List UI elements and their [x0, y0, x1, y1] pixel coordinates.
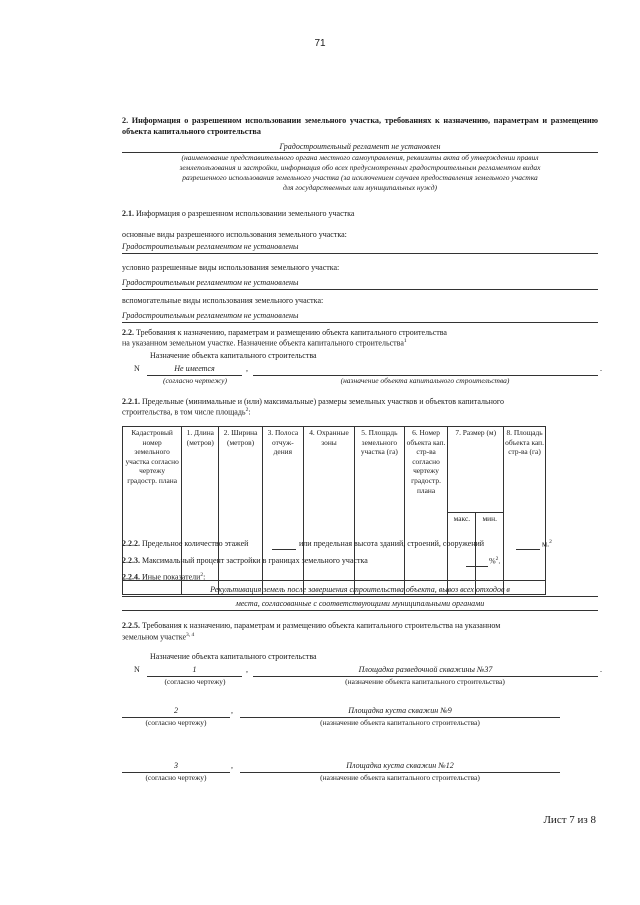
- section-2-2-4: [122, 572, 205, 582]
- section-2-2-line2: [122, 338, 407, 348]
- section-2-1-title: [122, 209, 354, 218]
- col-width: 2. Ширина (метров): [219, 427, 262, 581]
- section-2-2-caption-right: (назначение объекта капитального строительства): [340, 376, 510, 385]
- section-2-2-5-line2: [122, 632, 194, 642]
- section-2-2-1-line2: [122, 407, 251, 417]
- object-1-comma: ,: [246, 665, 248, 674]
- section-2-2-5-text: Требования к назначению, параметрам и размещению объекта капитального строительства на указанном: [142, 621, 501, 630]
- section-2-caption-2: землепользования и застройки, информация обо всех предусмотренных градостроительным регламентом видах: [179, 163, 541, 172]
- col-object-area: 8. Площадь объекта кап. стр-ва (га): [504, 427, 546, 581]
- object-1-number: 1: [192, 665, 197, 674]
- auxiliary-uses-label: вспомогательные виды использования земельного участка:: [122, 296, 324, 305]
- conditional-uses-label: условно разрешенные виды использования земельного участка:: [122, 263, 340, 272]
- section-2-2-n: N: [134, 364, 140, 373]
- object-3-comma: ,: [231, 761, 233, 770]
- section-2-2-1-text: Предельные (минимальные и (или) максимальные) размеры земельных участков и объектов капитального: [142, 397, 504, 406]
- object-1-period: .: [600, 665, 602, 674]
- object-3-number: 3: [174, 761, 178, 770]
- section-2-2-4-sup: 2: [200, 572, 204, 578]
- section-2-2-2-sup: 2: [549, 539, 552, 545]
- col-object-number: 6. Номер объекта кап. стр-ва согласно чертежу градостр. плана: [404, 427, 448, 581]
- section-2-heading: 2. Информация о разрешенном использовании земельного участка, требованиях к назначению, параметрам и размещению объекта капитального строительства: [122, 116, 598, 136]
- section-2-2-4-line2: места, согласованные с соответствующими муниципальными органами: [235, 599, 485, 608]
- section-2-2-3-text: Максимальный процент застройки в границах земельного участка: [142, 556, 368, 565]
- section-2-1-text: Информация о разрешенном использовании земельного участка: [136, 209, 355, 218]
- object-1-caption-right: (назначение объекта капитального строительства): [345, 677, 505, 686]
- object-2-caption-left: (согласно чертежу): [145, 718, 207, 727]
- section-2-2-1-text2: строительства, в том числе площадь: [122, 407, 246, 417]
- section-2-2-sup: 1: [403, 338, 407, 344]
- section-2-2-3-end: .: [498, 556, 501, 566]
- object-3-name: Площадка куста скважин №12: [346, 761, 454, 770]
- section-2-caption-4: для государственных или муниципальных нужд): [282, 183, 438, 192]
- section-2-caption-1: (наименование представительного органа местного самоуправления, реквизиты акта об утверждении правил: [181, 153, 539, 162]
- object-3-caption-right: (назначение объекта капитального строительства): [320, 773, 480, 782]
- object-3-caption-left: (согласно чертежу): [145, 773, 207, 782]
- section-2-2-2-unit: [542, 539, 552, 549]
- section-2-2-caption-left: (согласно чертежу): [163, 376, 227, 385]
- section-2-2-5-purpose-label: Назначение объекта капитального строительства: [150, 652, 317, 661]
- parameters-table: [122, 426, 546, 595]
- sheet-counter: Лист 7 из 8: [543, 814, 596, 826]
- main-uses-value: Градостроительным регламентом не установлены: [122, 242, 299, 251]
- section-2-2-4-colon: :: [203, 572, 206, 582]
- section-2-2-text: Требования к назначению, параметрам и размещению объекта капитального строительства: [136, 328, 447, 337]
- section-2-2-purpose-label: Назначение объекта капитального строительства: [150, 351, 317, 360]
- section-2-2-line1: [122, 328, 447, 337]
- section-2-2-1-line1: [122, 397, 504, 406]
- main-uses-label: основные виды разрешенного использования земельного участка:: [122, 230, 347, 239]
- section-2-value: Градостроительный регламент не установлен: [279, 142, 441, 151]
- col-size-min: мин.: [476, 513, 504, 581]
- section-2-2-5-line1: [122, 621, 598, 630]
- section-2-2-3-unit: [489, 556, 500, 566]
- section-2-2-5-number: 2.2.5.: [122, 621, 140, 630]
- section-2-2-2: [122, 539, 248, 548]
- section-2-caption-3: разрешенного использования земельного участка (за исключением случаев предоставления земельного участка: [182, 173, 538, 182]
- section-2-2-2-unit-text: м.: [542, 539, 550, 549]
- col-size: 7. Размер (м): [448, 427, 504, 513]
- section-2-2-4-line1: Рекультивация земель после завершения строительства объекта, вывоз всех отходов в: [210, 585, 510, 594]
- section-2-1-number: 2.1.: [122, 209, 134, 218]
- section-2-2-1-sup: 2: [245, 407, 249, 413]
- section-2-2-n-value: Не имеется: [174, 364, 215, 373]
- col-land-area: 5. Площадь земельного участка (га): [355, 427, 405, 581]
- section-2-2-1-number: 2.2.1.: [122, 397, 140, 406]
- section-2-2-3-sup: 2: [495, 556, 499, 562]
- object-2-comma: ,: [231, 706, 233, 715]
- object-1-caption-left: (согласно чертежу): [164, 677, 226, 686]
- section-2-2-3: [122, 556, 368, 565]
- section-2-2-5-n: N: [134, 665, 140, 674]
- section-2-2-4-text: Иные показатели: [142, 572, 201, 582]
- section-2-2-2-number: 2.2.2.: [122, 539, 140, 548]
- section-2-2-period: .: [600, 364, 602, 373]
- section-2-2-3-unit-text: %: [489, 556, 496, 566]
- section-2-2-2-text1: Предельное количество этажей: [142, 539, 249, 548]
- col-length: 1. Длина (метров): [182, 427, 219, 581]
- section-2-2-comma: ,: [246, 364, 248, 373]
- section-2-2-1-colon: :: [248, 407, 251, 417]
- section-2-2-text2: на указанном земельном участке. Назначение объекта капитального строительства: [122, 338, 404, 348]
- object-2-caption-right: (назначение объекта капитального строительства): [320, 718, 480, 727]
- section-2-2-4-number: 2.2.4.: [122, 572, 140, 582]
- section-2-2-5-sup: 3, 4: [186, 632, 195, 638]
- section-2-2-3-number: 2.2.3.: [122, 556, 140, 565]
- conditional-uses-value: Градостроительным регламентом не установлены: [122, 278, 299, 287]
- object-2-name: Площадка куста скважин №9: [348, 706, 452, 715]
- col-size-max: макс.: [448, 513, 476, 581]
- auxiliary-uses-value: Градостроительным регламентом не установлены: [122, 311, 299, 320]
- col-cadastral-number: Кадастровый номер земельного участка согласно чертежу градостр. плана: [123, 427, 182, 581]
- object-2-number: 2: [174, 706, 178, 715]
- section-2-2-5-text2: земельном участке: [122, 632, 187, 642]
- section-2-2-2-text2: или предельная высота зданий, строений, сооружений: [299, 539, 485, 548]
- page-number: 71: [314, 38, 326, 49]
- object-1-name: Площадка разведочной скважины №37: [358, 665, 493, 674]
- section-2-2-number: 2.2.: [122, 328, 134, 337]
- col-alienation-strip: 3. Полоса отчуж-дения: [262, 427, 303, 581]
- col-protection-zones: 4. Охранные зоны: [303, 427, 354, 581]
